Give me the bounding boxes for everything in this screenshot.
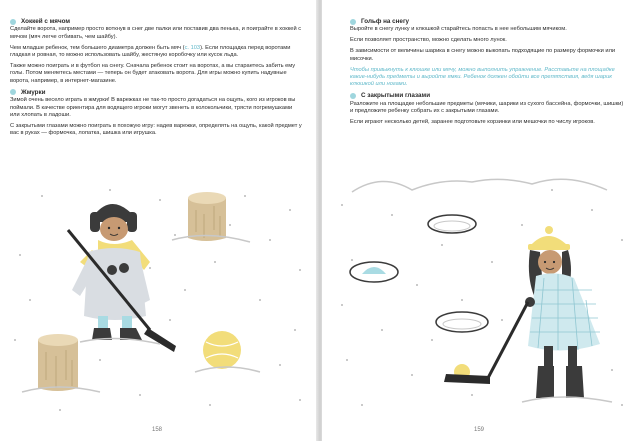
ball xyxy=(195,331,260,372)
snow-hills xyxy=(352,179,607,192)
heading-text: С закрытыми глазами xyxy=(361,92,431,100)
golf-paragraph-2: Если позволяет пространство, можно сделать много лунок. xyxy=(350,37,507,44)
page-number-left: 158 xyxy=(152,427,163,433)
golf-hole-left xyxy=(350,262,398,282)
stump-right xyxy=(172,192,250,242)
hockey-paragraph-2-end: ). Если площадка перед воротами гладкая и ровная, то можно использовать шайбу, жестяную коробочку или кусок льда. xyxy=(10,44,291,59)
golf-paragraph-3: В зависимости от величины шарика в снегу можно выкопать подходящие по размеру формочки или мисочки. xyxy=(350,48,616,62)
hockey-paragraph-2 xyxy=(10,45,302,60)
bullet-icon xyxy=(10,19,16,25)
hockey-paragraph-2-start: Чем младше ребенок, тем большего диаметра должен быть мяч ( xyxy=(10,44,185,51)
section-heading-golf xyxy=(350,18,625,25)
section-heading-blindman xyxy=(10,89,302,96)
golf-hole-bottom xyxy=(436,312,488,332)
golf-hole-top xyxy=(428,215,476,233)
bullet-icon xyxy=(350,93,356,99)
heading-text: Гольф на снегу xyxy=(361,18,410,25)
bullet-icon xyxy=(350,19,356,25)
heading-text: Хоккей с мячом xyxy=(21,18,71,25)
right-text-block xyxy=(350,18,625,130)
closed-eyes-paragraph-2: Если играют несколько детей, заранее подготовьте корзинки или мешочки по числу игроков. xyxy=(350,118,595,125)
hockey-kid xyxy=(68,204,176,352)
golf-paragraph-1: Выройте в снегу лунку и клюшкой старайтесь попасть в нее небольшим мячиком. xyxy=(350,26,567,33)
page-number-right: 159 xyxy=(474,427,485,433)
bullet-icon xyxy=(10,89,16,95)
left-text-block xyxy=(10,18,302,141)
hockey-paragraph-3: Также можно поиграть и в футбол на снегу. Сначала ребенок стоит на воротах, а вы стараетесь забить ему голы. Потом меняетесь местами — теперь он будет атаковать ворота. Для игры можно купить надувные ворота, например, в интернет-магазине. xyxy=(10,63,296,84)
golf-tip: Чтобы привыкнуть к клюшке или мячу, можно выполнить упражнение. Расставьте на площадке какие-нибудь предметы и выройте ямки. Ребенок должен обойти все препятствия, ведя шарик клюшкой или ногами. xyxy=(350,66,615,88)
hockey-paragraph-1: Сделайте ворота, например просто воткнув в снег две палки или поставив два пенька, и поиграйте в хоккей с мячом (мяч легче отбивать, чем шайбу). xyxy=(10,26,302,40)
left-page xyxy=(0,0,318,441)
page-reference-link[interactable]: с. 103 xyxy=(184,44,201,51)
stump-left xyxy=(22,334,100,392)
blindman-paragraph-1: Зимой очень весело играть в жмурки! В варежках не так-то просто догадаться на ощупь, кого из игроков вы поймали. В качестве ориентира для водящего игроки могут звенеть в колокольчики, трясти погремушками или хлопать в ладоши. xyxy=(10,97,296,118)
section-heading-hockey xyxy=(10,18,302,25)
blindman-paragraph-2: С закрытыми глазами можно поиграть в похожую игру: надев варежки, определять на ощупь, какой предмет у вас в руках — формочка, лопатка, шишка или игрушка. xyxy=(10,122,302,137)
closed-eyes-paragraph-1: Разложите на площадке небольшие предметы (мячики, шарики из сухого бассейна, формочки, шишки) и предложите ребенку собрать их с закрытыми глазами. xyxy=(350,100,624,115)
heading-text: Жмурки xyxy=(21,88,46,96)
right-page xyxy=(322,0,640,441)
section-heading-closed-eyes xyxy=(350,92,625,99)
